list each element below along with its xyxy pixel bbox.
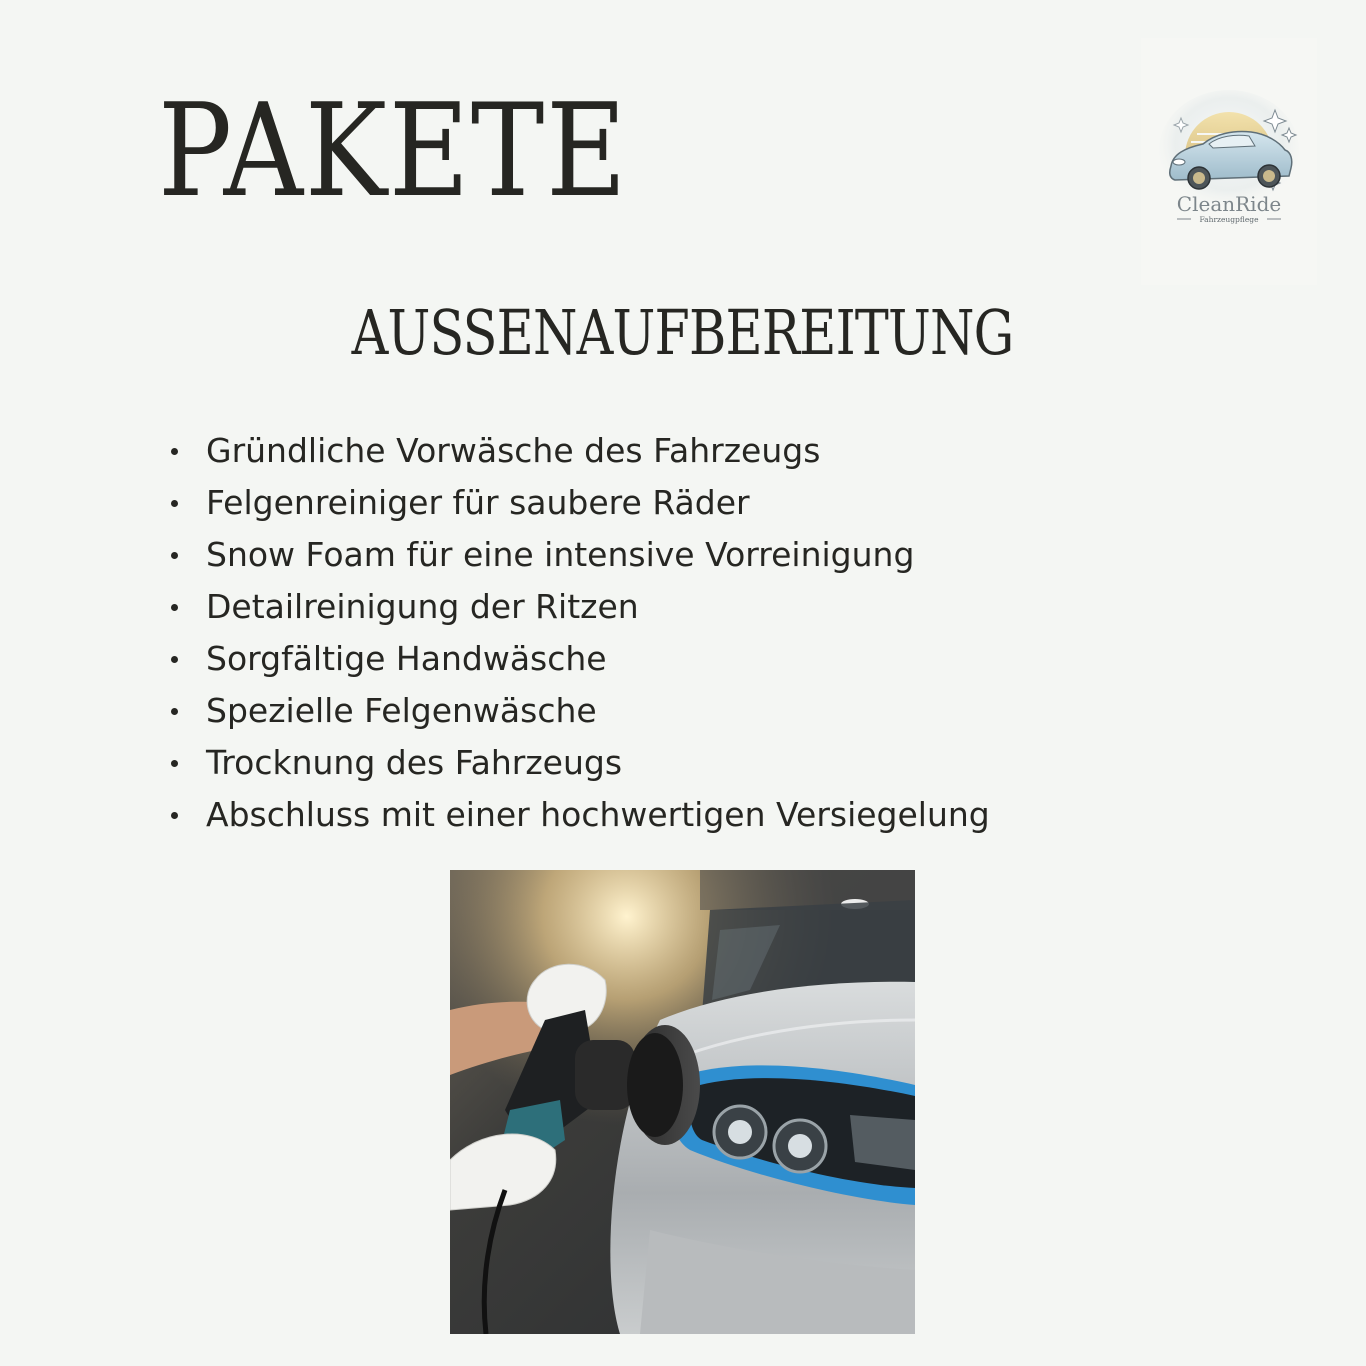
list-item-text: Detailreinigung der Ritzen	[206, 587, 639, 626]
list-item	[168, 425, 990, 477]
list-item	[168, 633, 990, 685]
list-item-text: Sorgfältige Handwäsche	[206, 639, 607, 678]
logo-tagline: Fahrzeugpflege	[1199, 215, 1259, 224]
list-item	[168, 477, 990, 529]
bullet-icon	[171, 656, 178, 663]
bullet-icon	[171, 448, 178, 455]
cleanride-logo	[1141, 38, 1317, 285]
car-polishing-image	[450, 870, 915, 1334]
list-item-text: Abschluss mit einer hochwertigen Versiegelung	[206, 795, 990, 834]
list-item	[168, 685, 990, 737]
section-title	[0, 298, 1366, 368]
list-item-text: Felgenreiniger für saubere Räder	[206, 483, 750, 522]
list-item	[168, 737, 990, 789]
list-item-text: Snow Foam für eine intensive Vorreinigung	[206, 535, 915, 574]
list-item	[168, 529, 990, 581]
bullet-icon	[171, 760, 178, 767]
car-logo-icon	[1141, 38, 1317, 285]
bullet-icon	[171, 604, 178, 611]
bullet-icon	[171, 552, 178, 559]
bullet-icon	[171, 500, 178, 507]
list-item-text: Trocknung des Fahrzeugs	[206, 743, 623, 782]
bullet-icon	[171, 708, 178, 715]
section-title-text: AUSSENAUFBEREITUNG	[352, 296, 1014, 369]
logo-brand-name: CleanRide	[1176, 192, 1282, 216]
list-item	[168, 789, 990, 841]
car-polishing-photo	[450, 870, 915, 1334]
feature-list	[168, 425, 990, 841]
bullet-icon	[171, 812, 178, 819]
list-item	[168, 581, 990, 633]
list-item-text: Spezielle Felgenwäsche	[206, 691, 597, 730]
list-item-text: Gründliche Vorwäsche des Fahrzeugs	[206, 431, 821, 470]
page-title: PAKETE	[158, 77, 629, 226]
